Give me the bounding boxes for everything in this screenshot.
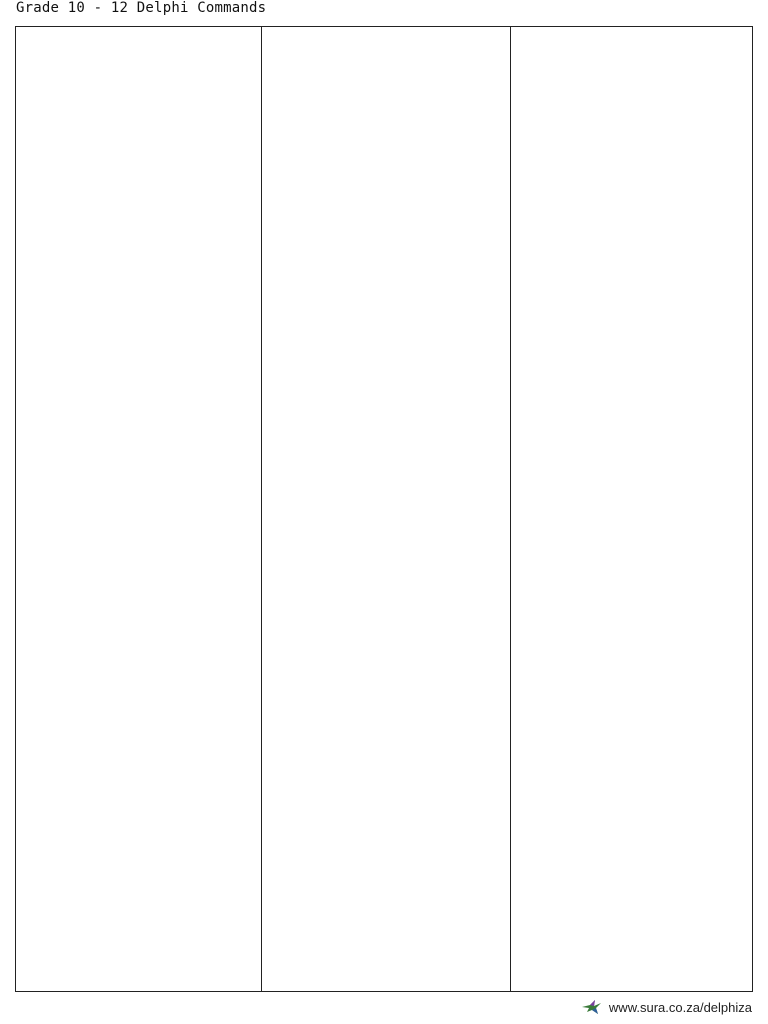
footer-url[interactable]: www.sura.co.za/delphiza [608,999,752,1015]
commands-sheet [15,26,753,992]
hummingbird-logo-icon [581,998,603,1016]
page-title: Grade 10 - 12 Delphi Commands [16,0,267,16]
column-divider [510,27,511,991]
column-divider [261,27,262,991]
footer [581,998,752,1016]
